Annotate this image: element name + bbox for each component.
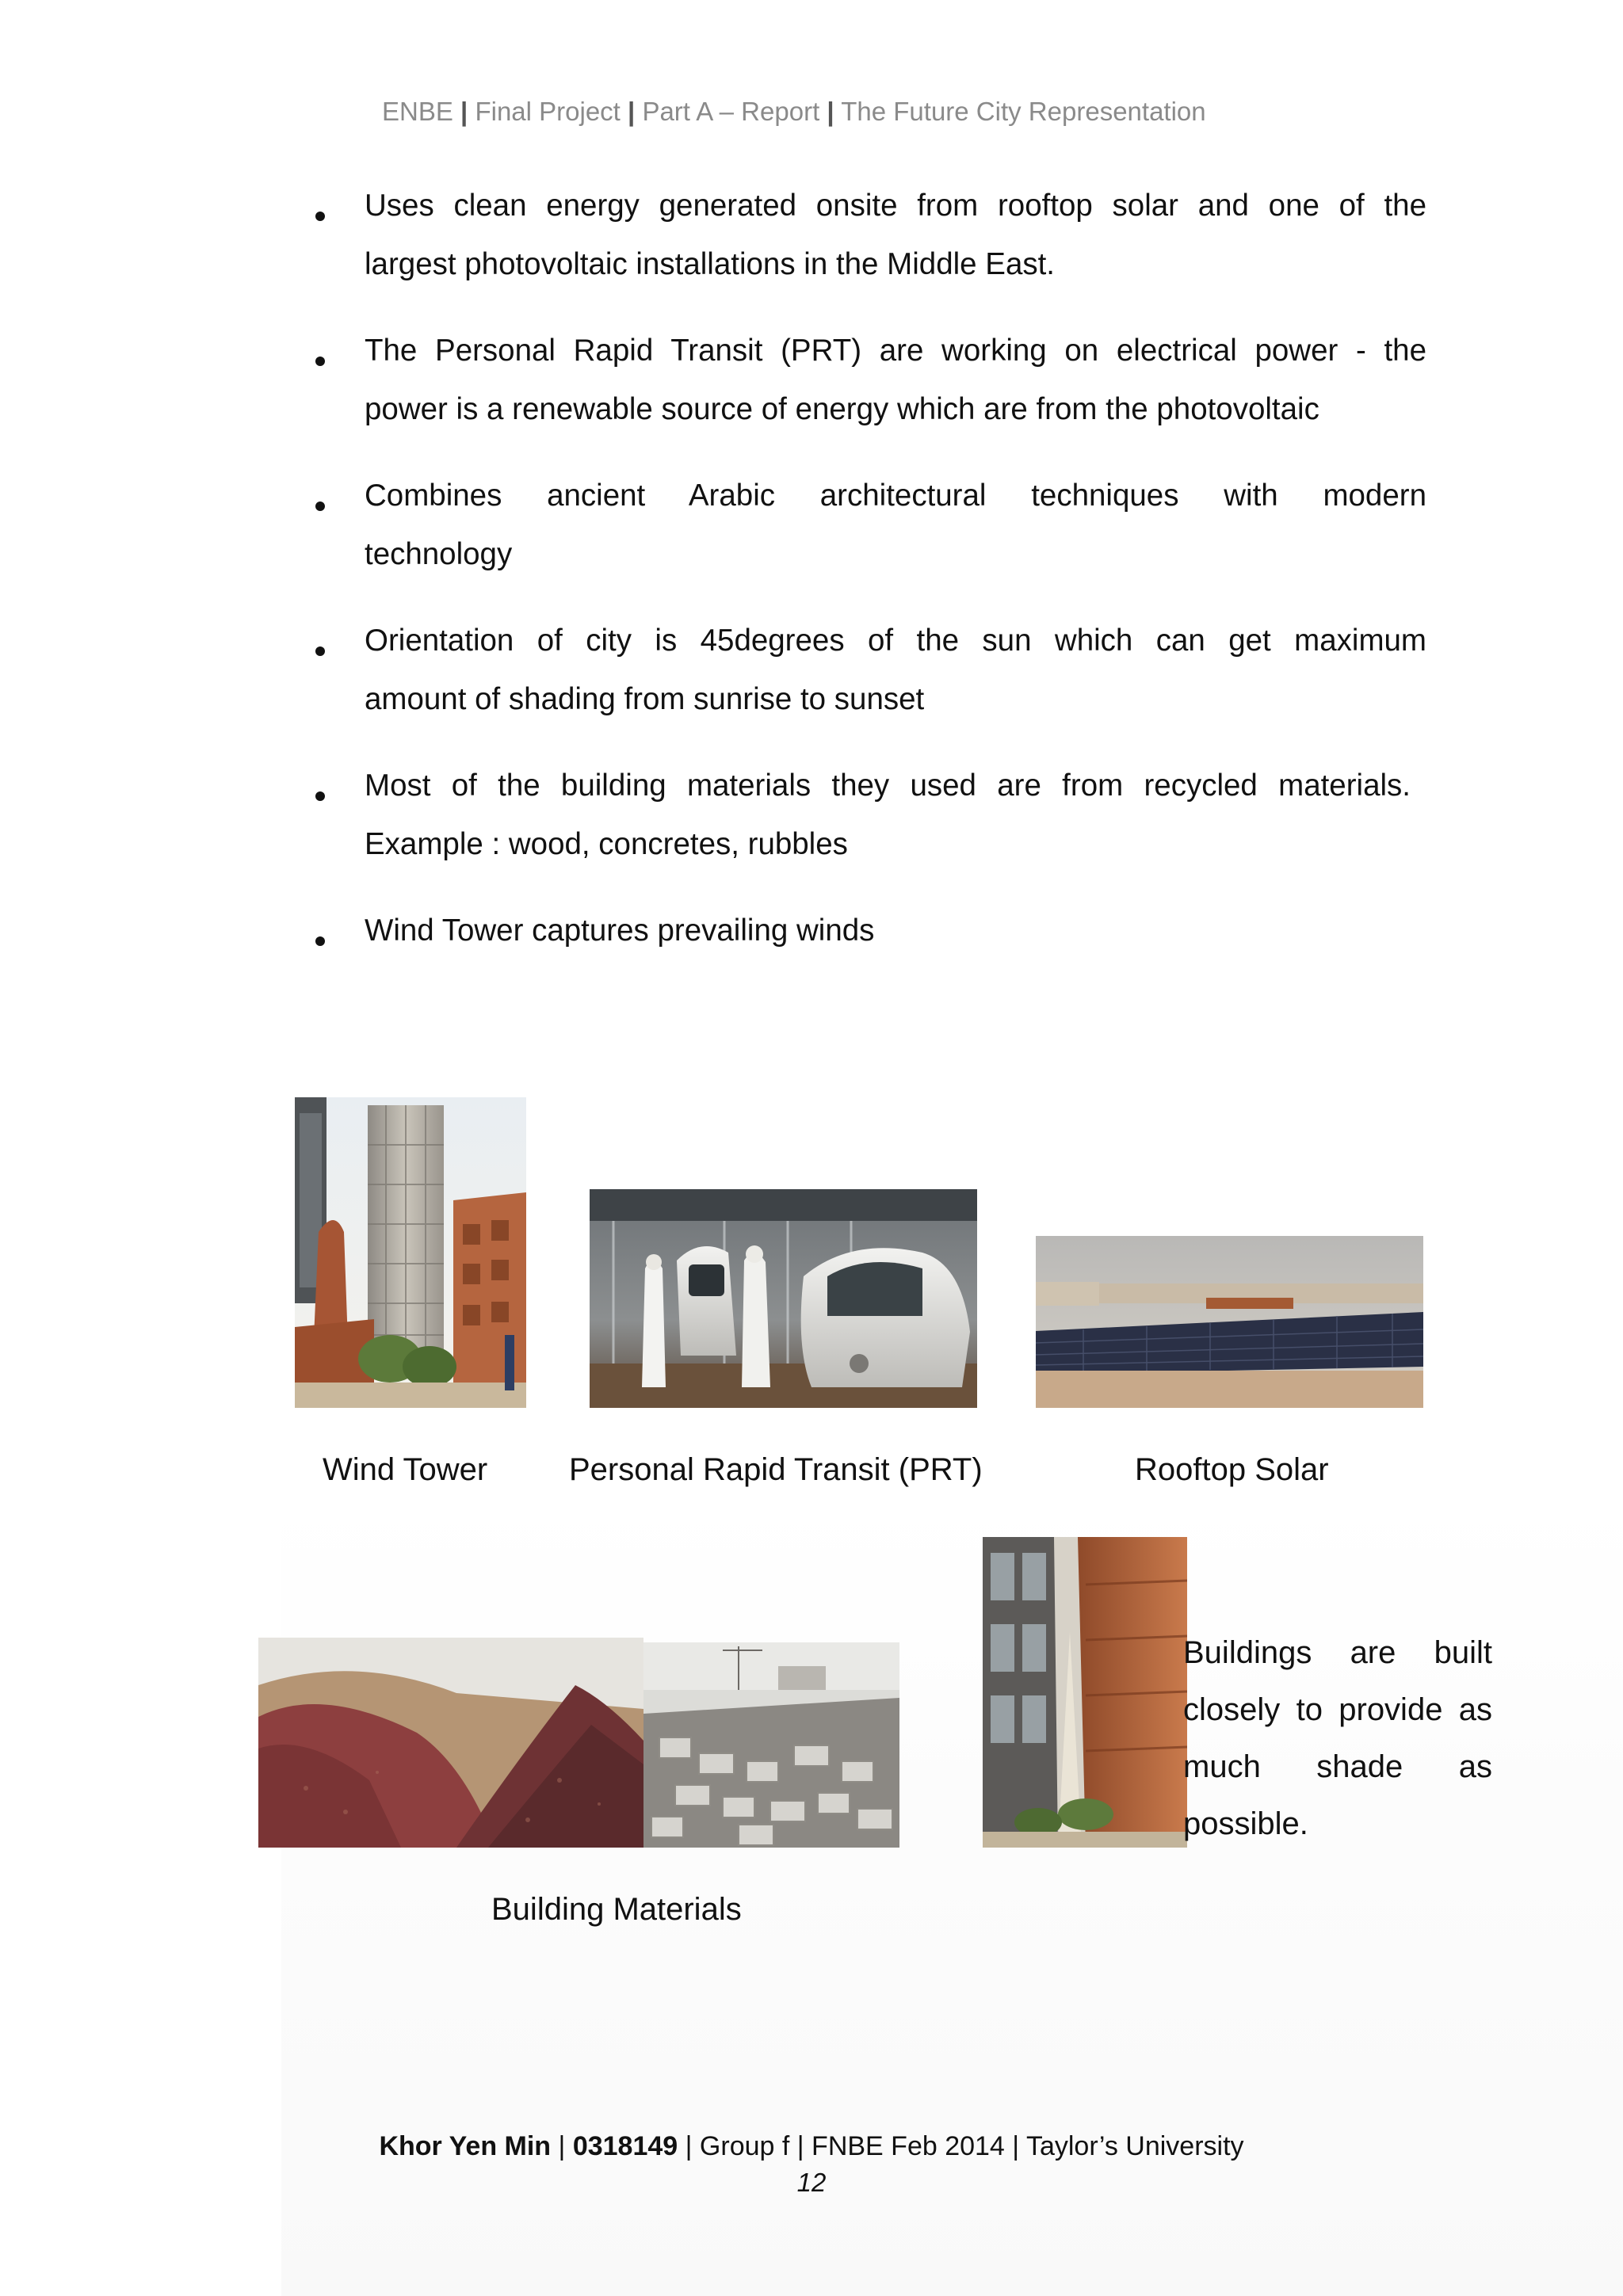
- bullet-line: The Personal Rapid Transit (PRT) are working on electrical power - the: [365, 334, 1426, 368]
- footer-separator: |: [558, 2131, 566, 2161]
- side-text-line: Buildings are built: [1183, 1635, 1492, 1670]
- bullet-dot-icon: [315, 936, 325, 946]
- buildings-street-photo: [983, 1537, 1187, 1848]
- rubble-photo: [643, 1642, 899, 1848]
- bullet-dot-icon: [315, 212, 325, 221]
- bullet-line: Orientation of city is 45degrees of the sun which can get maximum: [365, 624, 1426, 658]
- bullet-line: Combines ancient Arabic architectural techniques with modern: [365, 479, 1426, 513]
- footer-student-id: 0318149: [572, 2131, 678, 2161]
- bullet-line: Example : wood, concretes, rubbles: [365, 827, 848, 861]
- footer-author: Khor Yen Min: [379, 2131, 552, 2161]
- page-header: [382, 97, 1333, 127]
- page-footer: [0, 2131, 1623, 2162]
- header-project: Final Project: [475, 97, 621, 126]
- bullet-line: technology: [365, 537, 513, 571]
- prt-photo: [590, 1189, 977, 1408]
- building-materials-caption: Building Materials: [491, 1892, 742, 1927]
- header-course: ENBE: [382, 97, 453, 126]
- header-separator: |: [827, 97, 834, 126]
- page-number: 12: [796, 2168, 827, 2197]
- wind-tower-photo: [295, 1097, 526, 1408]
- buildings-shade-text: [1183, 1624, 1492, 1852]
- rooftop-solar-caption: Rooftop Solar: [1135, 1452, 1329, 1487]
- header-separator: |: [460, 97, 468, 126]
- prt-caption: Personal Rapid Transit (PRT): [569, 1452, 983, 1487]
- wind-tower-caption: Wind Tower: [323, 1452, 488, 1487]
- bullet-dot-icon: [315, 791, 325, 801]
- bullet-dot-icon: [315, 502, 325, 511]
- rooftop-solar-photo: [1036, 1236, 1423, 1408]
- bullet-line: Wind Tower captures prevailing winds: [365, 913, 875, 948]
- bullet-line: largest photovoltaic installations in the Middle East.: [365, 247, 1056, 281]
- wood-chips-photo: [258, 1638, 643, 1848]
- side-text-line: possible.: [1183, 1806, 1308, 1841]
- side-text-line: closely to provide as: [1183, 1692, 1492, 1727]
- header-title: The Future City Representation: [841, 97, 1206, 126]
- bullet-line: amount of shading from sunrise to sunset: [365, 682, 925, 716]
- bullet-line: Most of the building materials they used are from recycled materials.: [365, 769, 1411, 803]
- header-part: Part A – Report: [642, 97, 820, 126]
- bullet-line: power is a renewable source of energy which are from the photovoltaic: [365, 392, 1319, 426]
- footer-course-info: | Group f | FNBE Feb 2014 | Taylor’s University: [685, 2131, 1244, 2161]
- side-text-line: much shade as: [1183, 1749, 1492, 1784]
- bullet-line: Uses clean energy generated onsite from rooftop solar and one of the: [365, 189, 1426, 223]
- header-separator: |: [628, 97, 636, 126]
- bullet-dot-icon: [315, 646, 325, 656]
- bullet-dot-icon: [315, 357, 325, 366]
